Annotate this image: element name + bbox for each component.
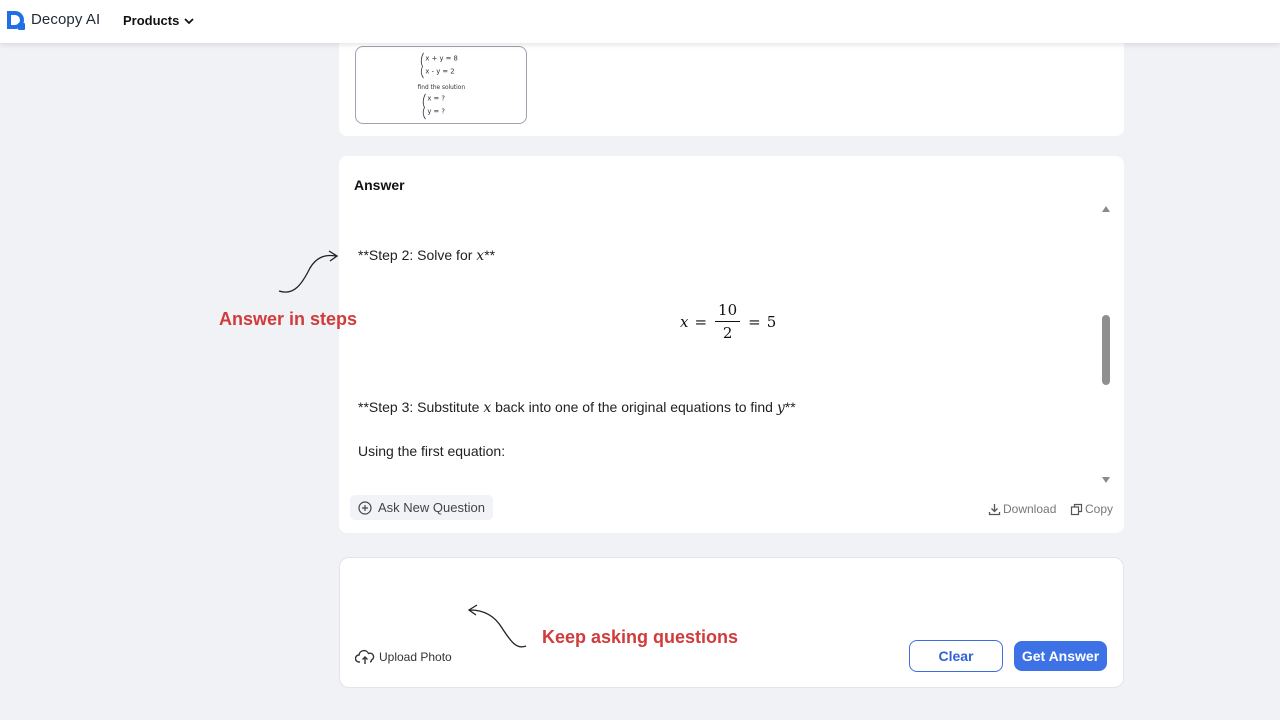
download-icon (988, 503, 1001, 516)
handwritten-equations-image (356, 47, 526, 123)
svg-text:y = ?: y = ? (427, 107, 446, 116)
answer-card (339, 156, 1124, 533)
upload-photo-label: Upload Photo (379, 650, 452, 664)
svg-text:x + y = 8: x + y = 8 (425, 54, 458, 63)
svg-text:x = ?: x = ? (427, 94, 446, 103)
copy-button[interactable] (1070, 502, 1113, 516)
question-input-card[interactable] (339, 557, 1124, 688)
scroll-up-arrow-icon[interactable] (1102, 206, 1110, 212)
svg-text:x - y = 2: x - y = 2 (425, 67, 455, 76)
products-menu-label: Products (123, 13, 180, 28)
brand-name[interactable]: Decopy AI (31, 11, 101, 28)
curved-arrow-icon (272, 246, 344, 298)
copy-icon (1070, 503, 1083, 516)
annotation-keep-asking: Keep asking questions (542, 627, 739, 647)
download-label: Download (1003, 502, 1057, 516)
uploaded-question-image[interactable] (355, 46, 527, 124)
curved-arrow-icon (462, 600, 532, 652)
decopy-logo-icon[interactable] (5, 9, 27, 31)
question-card (339, 30, 1124, 136)
get-answer-button[interactable]: Get Answer (1014, 641, 1107, 671)
ask-new-question-button[interactable] (350, 495, 493, 520)
step-3-line: **Step 3: Substitute x back into one of the original equations to find y** (358, 399, 796, 416)
using-first-equation-line: Using the first equation: (358, 443, 506, 459)
equation-solution-x: x = $\frac{10}{2}$ = 5 (680, 301, 777, 342)
top-navigation-bar (0, 0, 1280, 43)
fraction: $\frac{10}{2}$ (715, 301, 740, 342)
scroll-down-arrow-icon[interactable] (1102, 477, 1110, 483)
clear-button[interactable]: Clear (909, 640, 1003, 672)
cloud-upload-icon (355, 648, 375, 666)
download-button[interactable] (988, 502, 1056, 516)
svg-text:find the solution: find the solution (417, 84, 466, 91)
ask-new-question-label: Ask New Question (378, 500, 485, 515)
answer-content[interactable] (358, 211, 1098, 481)
answer-heading: Answer (354, 177, 405, 193)
products-menu[interactable] (123, 13, 195, 28)
scrollbar-thumb[interactable] (1102, 315, 1110, 385)
annotation-answer-in-steps: Answer in steps (219, 309, 358, 329)
step-2-line: **Step 2: Solve for x** (358, 247, 496, 264)
copy-label: Copy (1085, 502, 1114, 516)
chevron-down-icon (183, 15, 195, 27)
upload-photo-button[interactable] (355, 648, 452, 666)
plus-circle-icon (358, 501, 372, 515)
